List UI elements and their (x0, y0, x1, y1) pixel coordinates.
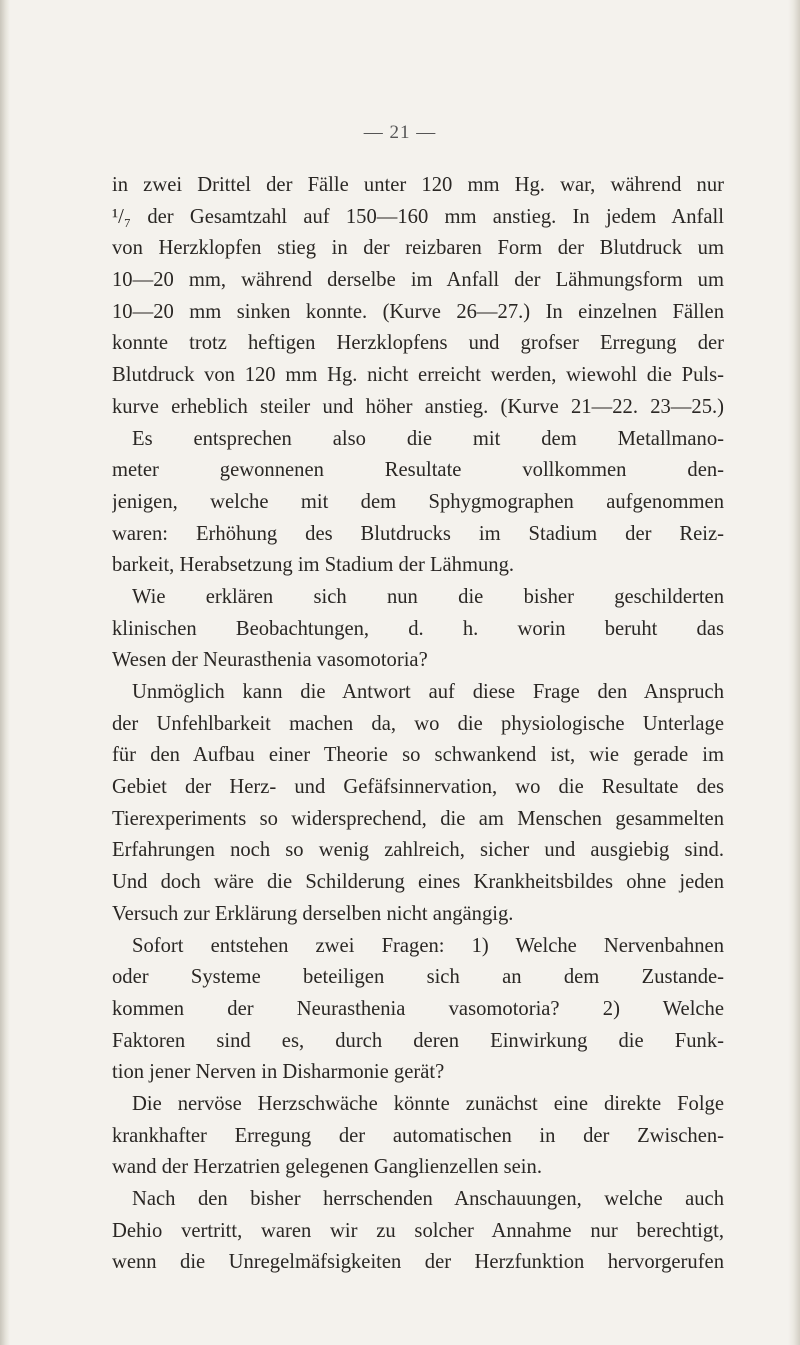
text-line: Es entsprechen also die mit dem Metallmano- (132, 427, 724, 450)
text-line: krankhafter Erregung der automatischen in der Zwischen- (112, 1124, 724, 1147)
text-line: 10—20 mm, während derselbe im Anfall der Lähmungsform um (112, 269, 724, 292)
text-line: meter gewonnenen Resultate vollkommen den- (112, 459, 724, 482)
page-edge-left (0, 0, 10, 1345)
text-line: waren: Erhöhung des Blutdrucks im Stadium der Reiz- (112, 522, 724, 545)
text-line: Erfahrungen noch so wenig zahlreich, sicher und ausgiebig sind. (112, 839, 724, 862)
text-line: 10—20 mm sinken konnte. (Kurve 26—27.) In einzelnen Fällen (112, 300, 724, 323)
text-line: Nach den bisher herrschenden Anschauungen, welche auch (132, 1188, 724, 1210)
text-line: Versuch zur Erklärung derselben nicht angängig. (112, 902, 514, 925)
page-number: — 21 — (363, 122, 437, 143)
text-line: Sofort entstehen zwei Fragen: 1) Welche Nervenbahnen (132, 934, 724, 957)
text-line: barkeit, Herabsetzung im Stadium der Lähmung. (112, 554, 515, 577)
text-line: tion jener Nerven in Disharmonie gerät? (112, 1061, 445, 1084)
text-line: wand der Herzatrien gelegenen Ganglienzellen sein. (112, 1156, 542, 1179)
text-line: Wie erklären sich nun die bisher geschilderten (132, 585, 724, 608)
text-line: Die nervöse Herzschwäche könnte zunächst eine direkte Folge (132, 1092, 724, 1115)
text-line: kommen der Neurasthenia vasomotoria? 2) Welche (112, 997, 724, 1020)
text-line: für den Aufbau einer Theorie so schwankend ist, wie gerade im (112, 744, 724, 767)
text-line: ¹/₇ der Gesamtzahl auf 150—160 mm anstieg. In jedem Anfall (112, 205, 724, 228)
text-line: oder Systeme beteiligen sich an dem Zustande- (112, 966, 724, 989)
text-line: Wesen der Neurasthenia vasomotoria? (112, 649, 428, 672)
text-line: Faktoren sind es, durch deren Einwirkung die Funk- (112, 1029, 724, 1052)
text-line: Gebiet der Herz- und Gefäfsinnervation, wo die Resultate des (112, 776, 724, 799)
text-line: klinischen Beobachtungen, d. h. worin beruht das (112, 617, 724, 640)
text-line: kurve erheblich steiler und höher anstieg. (Kurve 21—22. 23—25.) (112, 395, 724, 418)
text-line: von Herzklopfen stieg in der reizbaren Form der Blutdruck um (112, 237, 724, 260)
text-line: Unmöglich kann die Antwort auf diese Frage den Anspruch (132, 681, 724, 703)
text-line: wenn die Unregelmäfsigkeiten der Herzfunktion hervorgerufen (112, 1251, 724, 1274)
text-line: Tierexperiments so widersprechend, die am Menschen gesammelten (112, 807, 724, 830)
text-line: konnte trotz heftigen Herzklopfens und grofser Erregung der (112, 332, 724, 355)
text-line: Und doch wäre die Schilderung eines Krankheitsbildes ohne jeden (112, 871, 724, 894)
body-text (112, 170, 724, 1279)
text-line: Dehio vertritt, waren wir zu solcher Annahme nur berechtigt, (112, 1219, 724, 1242)
text-line: der Unfehlbarkeit machen da, wo die physiologische Unterlage (112, 712, 724, 735)
text-line: Blutdruck von 120 mm Hg. nicht erreicht werden, wiewohl die Puls- (112, 364, 724, 387)
text-line: in zwei Drittel der Fälle unter 120 mm Hg. war, während nur (112, 174, 724, 196)
page-edge-right (788, 0, 800, 1345)
text-line: jenigen, welche mit dem Sphygmographen aufgenommen (112, 490, 724, 513)
